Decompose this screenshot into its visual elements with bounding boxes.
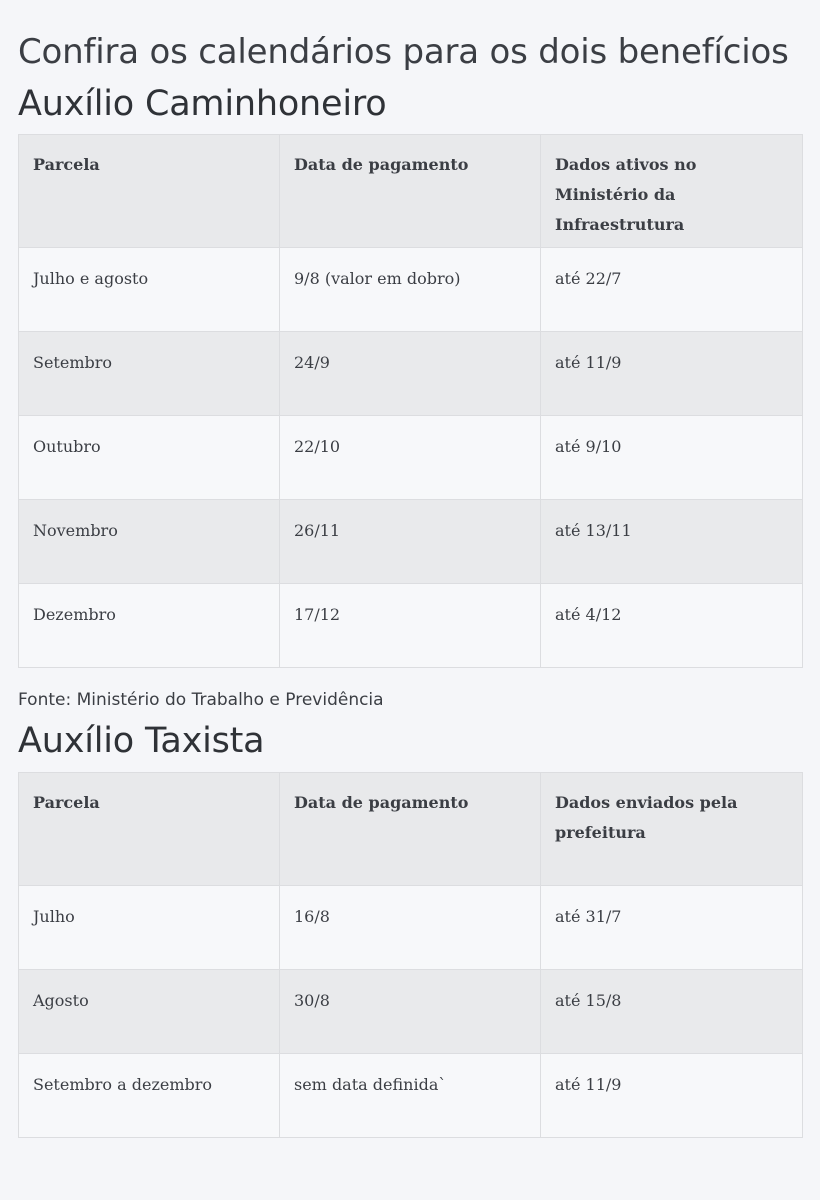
cell-dados: até 22/7 [541,248,803,332]
cell-parcela: Novembro [19,500,280,584]
table-header-row [19,135,803,248]
column-header-parcela: Parcela [19,135,280,248]
cell-parcela: Setembro [19,332,280,416]
cell-dados: até 31/7 [541,886,803,970]
table-row [19,584,803,668]
table-row [19,500,803,584]
section-title-taxista: Auxílio Taxista [18,721,265,761]
cell-data-pagamento: 24/9 [280,332,541,416]
table-row [19,970,803,1054]
column-header-data-pagamento: Data de pagamento [280,135,541,248]
table-row [19,332,803,416]
page-title: Confira os calendários para os dois benefícios [18,32,789,72]
cell-dados: até 11/9 [541,332,803,416]
cell-dados: até 13/11 [541,500,803,584]
table-row [19,248,803,332]
column-header-data-pagamento: Data de pagamento [280,773,541,886]
cell-parcela: Julho [19,886,280,970]
cell-parcela: Setembro a dezembro [19,1054,280,1138]
cell-data-pagamento: 9/8 (valor em dobro) [280,248,541,332]
cell-data-pagamento: sem data definida` [280,1054,541,1138]
cell-parcela: Dezembro [19,584,280,668]
cell-dados: até 4/12 [541,584,803,668]
table-header-row [19,773,803,886]
cell-data-pagamento: 22/10 [280,416,541,500]
cell-data-pagamento: 17/12 [280,584,541,668]
cell-data-pagamento: 30/8 [280,970,541,1054]
cell-dados: até 11/9 [541,1054,803,1138]
table-taxista [18,772,803,1138]
table-row [19,416,803,500]
column-header-dados: Dados ativos no Ministério da Infraestrutura [541,135,803,248]
table-caminhoneiro [18,134,803,668]
cell-parcela: Julho e agosto [19,248,280,332]
column-header-dados: Dados enviados pela prefeitura [541,773,803,886]
table-row [19,886,803,970]
cell-parcela: Outubro [19,416,280,500]
cell-dados: até 15/8 [541,970,803,1054]
cell-data-pagamento: 26/11 [280,500,541,584]
cell-parcela: Agosto [19,970,280,1054]
cell-data-pagamento: 16/8 [280,886,541,970]
table-row [19,1054,803,1138]
cell-dados: até 9/10 [541,416,803,500]
source-note: Fonte: Ministério do Trabalho e Previdência [18,690,384,710]
section-title-caminhoneiro: Auxílio Caminhoneiro [18,84,387,124]
column-header-parcela: Parcela [19,773,280,886]
